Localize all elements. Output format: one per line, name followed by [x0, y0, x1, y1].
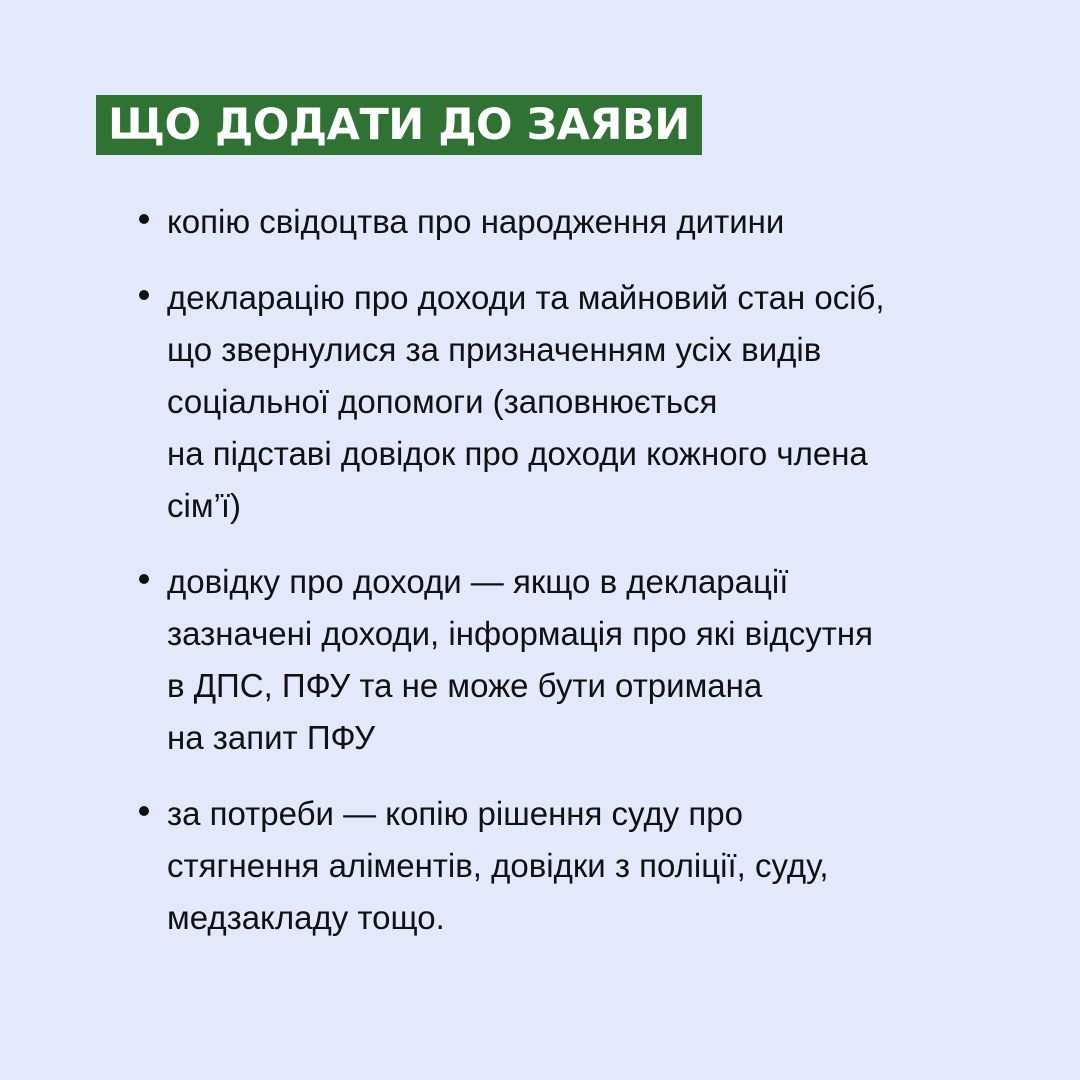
list-item — [0, 272, 1080, 532]
bullet-icon — [139, 214, 149, 224]
text-line: соціальної допомоги (заповнюється — [167, 383, 718, 420]
text-line: медзакладу тощо. — [167, 899, 445, 936]
text-line: довідку про доходи — якщо в декларації — [167, 563, 789, 600]
list-item — [0, 196, 1080, 248]
text-line: копію свідоцтва про народження дитини — [167, 203, 785, 240]
title-banner — [96, 95, 702, 155]
bullet-icon — [139, 574, 149, 584]
text-line: сім’ї) — [167, 487, 242, 524]
list-item-text — [167, 272, 1057, 532]
list-item-text — [167, 556, 1057, 764]
text-line: за потреби — копію рішення суду про — [167, 795, 743, 832]
bullet-icon — [139, 290, 149, 300]
text-line: декларацію про доходи та майновий стан осіб, — [167, 279, 885, 316]
list-item — [0, 556, 1080, 764]
text-line: зазначені доходи, інформація про які відсутня — [167, 615, 873, 652]
text-line: стягнення аліментів, довідки з поліції, суду, — [167, 847, 829, 884]
page-title: ЩО ДОДАТИ ДО ЗАЯВИ — [108, 99, 690, 150]
text-line: на підставі довідок про доходи кожного члена — [167, 435, 868, 472]
list-item — [0, 788, 1080, 944]
list-item-text — [167, 196, 1057, 248]
requirements-list — [0, 196, 1080, 968]
text-line: в ДПС, ПФУ та не може бути отримана — [167, 667, 763, 704]
list-item-text — [167, 788, 1057, 944]
text-line: на запит ПФУ — [167, 719, 376, 756]
text-line: що звернулися за призначенням усіх видів — [167, 331, 822, 368]
bullet-icon — [139, 806, 149, 816]
